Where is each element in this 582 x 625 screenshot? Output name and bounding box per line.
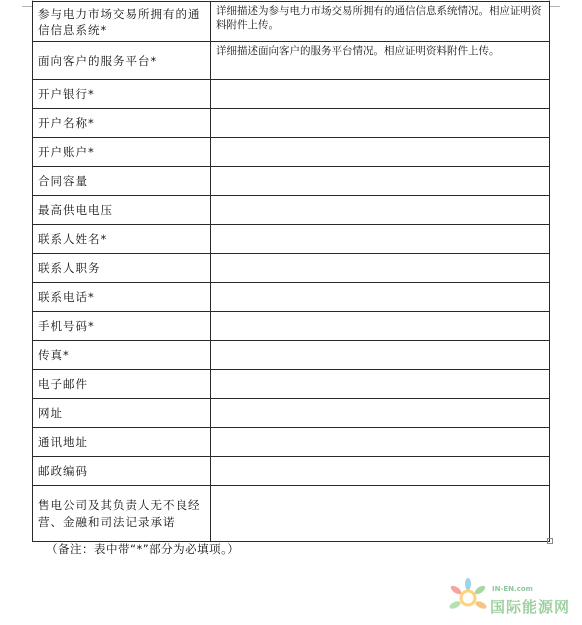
row-value[interactable] [211,370,550,399]
row-label: 最高供电电压 [33,196,211,225]
table-row [33,254,550,283]
row-value[interactable] [211,109,550,138]
row-label: 面向客户的服务平台* [33,42,211,80]
row-label: 电子邮件 [33,370,211,399]
table-row [33,341,550,370]
table-row [33,138,550,167]
page-corner-mark [549,0,560,7]
registration-form-table [32,1,550,542]
row-value[interactable]: 详细描述为参与电力市场交易所拥有的通信信息系统情况。相应证明资料附件上传。 [211,2,550,42]
row-label: 联系电话* [33,283,211,312]
row-label: 联系人姓名* [33,225,211,254]
table-row [33,42,550,80]
table-row [33,80,550,109]
row-value[interactable] [211,254,550,283]
row-value[interactable] [211,457,550,486]
row-value[interactable] [211,283,550,312]
row-value[interactable] [211,138,550,167]
table-row [33,225,550,254]
row-value[interactable] [211,225,550,254]
cell-end-mark [547,538,553,544]
table-row [33,457,550,486]
row-value[interactable] [211,399,550,428]
table-row [33,283,550,312]
row-value[interactable] [211,80,550,109]
row-value[interactable] [211,341,550,370]
table-row [33,370,550,399]
table-row [33,428,550,457]
table-row [33,312,550,341]
row-label: 参与电力市场交易所拥有的通信信息系统* [33,2,211,42]
row-label: 联系人职务 [33,254,211,283]
row-label: 开户名称* [33,109,211,138]
watermark-text: 国际能源网 [490,598,571,616]
row-value[interactable] [211,486,550,542]
row-label: 网址 [33,399,211,428]
row-label: 传真* [33,341,211,370]
row-label: 邮政编码 [33,457,211,486]
row-label: 开户账户* [33,138,211,167]
table-row [33,109,550,138]
row-value[interactable]: 详细描述面向客户的服务平台情况。相应证明资料附件上传。 [211,42,550,80]
table-row [33,2,550,42]
row-label: 合同容量 [33,167,211,196]
table-row [33,399,550,428]
table-row [33,196,550,225]
row-value[interactable] [211,167,550,196]
row-label: 售电公司及其负责人无不良经营、金融和司法记录承诺 [33,486,211,542]
table-row [33,486,550,542]
table-row [33,167,550,196]
row-label: 开户银行* [33,80,211,109]
watermark-subtext: IN-EN.com [492,585,533,593]
row-label: 通讯地址 [33,428,211,457]
row-value[interactable] [211,196,550,225]
row-label: 手机号码* [33,312,211,341]
row-value[interactable] [211,312,550,341]
row-value[interactable] [211,428,550,457]
required-fields-note: （备注：表中带“*”部分为必填项。） [46,542,240,556]
